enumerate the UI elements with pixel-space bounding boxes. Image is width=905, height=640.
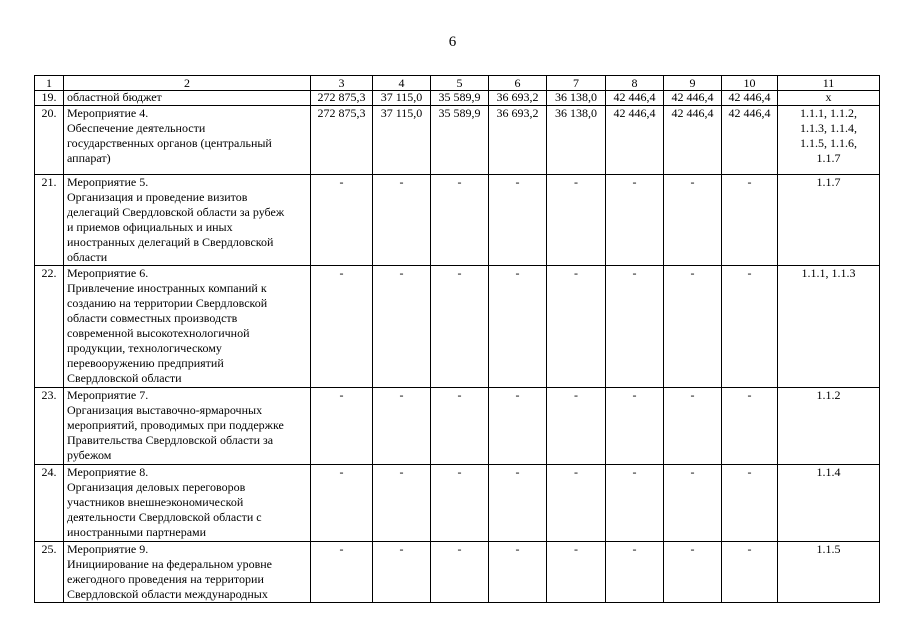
- row-number: 22.: [35, 266, 64, 388]
- column-header-3: 3: [311, 76, 373, 91]
- value-cell-col4: -: [373, 175, 431, 266]
- target-indicators: [778, 106, 880, 175]
- budget-table: [34, 75, 880, 603]
- row-number: 23.: [35, 388, 64, 465]
- target-indicators: [778, 388, 880, 465]
- value-cell-col4: -: [373, 266, 431, 388]
- value-cell-col5: -: [431, 542, 489, 603]
- value-cell-col9: -: [664, 388, 722, 465]
- row-name-line: Мероприятие 6.: [67, 266, 149, 280]
- value-cell-col4: 37 115,0: [373, 106, 431, 175]
- row-number: 21.: [35, 175, 64, 266]
- value-cell-col3: -: [311, 542, 373, 603]
- value-cell-col9: -: [664, 266, 722, 388]
- column-header-4: 4: [373, 76, 431, 91]
- row-name-line: области совместных производств: [67, 311, 238, 325]
- value-cell-col4: -: [373, 465, 431, 542]
- target-line: 1.1.1, 1.1.2,: [800, 106, 857, 120]
- value-cell-col7: -: [547, 175, 606, 266]
- row-number: 25.: [35, 542, 64, 603]
- table-body: [35, 91, 880, 603]
- value-cell-col5: -: [431, 465, 489, 542]
- value-cell-col9: -: [664, 465, 722, 542]
- target-indicators: [778, 175, 880, 266]
- value-cell-col5: -: [431, 175, 489, 266]
- value-cell-col4: -: [373, 388, 431, 465]
- table-row: [35, 106, 880, 175]
- value-cell-col10: -: [722, 388, 778, 465]
- row-name: [64, 388, 311, 465]
- page-number: 6: [448, 34, 457, 50]
- target-line: 1.1.3, 1.1.4,: [800, 121, 857, 135]
- value-cell-col8: -: [606, 175, 664, 266]
- column-header-7: 7: [547, 76, 606, 91]
- value-cell-col3: -: [311, 465, 373, 542]
- row-name-line: области: [67, 250, 108, 264]
- value-cell-col7: -: [547, 542, 606, 603]
- row-name-line: ежегодного проведения на территории: [67, 572, 264, 586]
- row-name: [64, 175, 311, 266]
- value-cell-col7: 36 138,0: [547, 91, 606, 106]
- row-name-line: Мероприятие 4.: [67, 106, 149, 120]
- header-row: [35, 76, 880, 91]
- value-cell-col7: -: [547, 465, 606, 542]
- row-name-line: Мероприятие 8.: [67, 465, 149, 479]
- row-name-line: Мероприятие 7.: [67, 388, 149, 402]
- value-cell-col8: -: [606, 465, 664, 542]
- value-cell-col8: -: [606, 266, 664, 388]
- value-cell-col6: 36 693,2: [489, 91, 547, 106]
- row-name-line: Организация деловых переговоров: [67, 480, 246, 494]
- value-cell-col6: -: [489, 266, 547, 388]
- table-row: [35, 542, 880, 603]
- value-cell-col6: -: [489, 542, 547, 603]
- column-header-5: 5: [431, 76, 489, 91]
- row-name-line: Мероприятие 5.: [67, 175, 149, 189]
- row-name-line: аппарат): [67, 151, 111, 165]
- target-line: 1.1.2: [816, 388, 841, 402]
- value-cell-col5: 35 589,9: [431, 91, 489, 106]
- value-cell-col5: -: [431, 266, 489, 388]
- row-name-line: рубежом: [67, 448, 112, 462]
- value-cell-col3: 272 875,3: [311, 91, 373, 106]
- value-cell-col3: -: [311, 266, 373, 388]
- value-cell-col10: 42 446,4: [722, 106, 778, 175]
- value-cell-col8: 42 446,4: [606, 91, 664, 106]
- row-number: 24.: [35, 465, 64, 542]
- value-cell-col9: -: [664, 175, 722, 266]
- row-name: [64, 542, 311, 603]
- target-line: x: [825, 90, 832, 104]
- value-cell-col9: 42 446,4: [664, 106, 722, 175]
- value-cell-col10: 42 446,4: [722, 91, 778, 106]
- column-header-1: 1: [35, 76, 64, 91]
- column-header-11: 11: [778, 76, 880, 91]
- target-line: 1.1.7: [816, 151, 841, 165]
- target-line: 1.1.5, 1.1.6,: [800, 136, 857, 150]
- row-name: [64, 106, 311, 175]
- column-header-2: 2: [64, 76, 311, 91]
- column-header-6: 6: [489, 76, 547, 91]
- row-name-line: делегаций Свердловской области за рубеж: [67, 205, 285, 219]
- target-line: 1.1.4: [816, 465, 841, 479]
- column-header-10: 10: [722, 76, 778, 91]
- value-cell-col4: -: [373, 542, 431, 603]
- target-indicators: [778, 91, 880, 106]
- row-name-line: Свердловской области: [67, 371, 182, 385]
- value-cell-col4: 37 115,0: [373, 91, 431, 106]
- target-indicators: [778, 465, 880, 542]
- row-name: [64, 465, 311, 542]
- table-row: [35, 266, 880, 388]
- row-name-line: Организация выставочно-ярмарочных: [67, 403, 263, 417]
- row-name-line: Обеспечение деятельности: [67, 121, 206, 135]
- row-name-line: областной бюджет: [67, 90, 162, 104]
- value-cell-col3: 272 875,3: [311, 106, 373, 175]
- row-name-line: Правительства Свердловской области за: [67, 433, 274, 447]
- row-name-line: Организация и проведение визитов: [67, 190, 248, 204]
- value-cell-col9: 42 446,4: [664, 91, 722, 106]
- row-name-line: и приемов официальных и иных: [67, 220, 233, 234]
- table-row: [35, 91, 880, 106]
- value-cell-col10: -: [722, 465, 778, 542]
- target-indicators: [778, 266, 880, 388]
- value-cell-col7: 36 138,0: [547, 106, 606, 175]
- value-cell-col3: -: [311, 175, 373, 266]
- target-line: 1.1.5: [816, 542, 841, 556]
- row-name-line: Привлечение иностранных компаний к: [67, 281, 267, 295]
- row-name-line: Мероприятие 9.: [67, 542, 149, 556]
- row-name: [64, 266, 311, 388]
- value-cell-col8: -: [606, 542, 664, 603]
- value-cell-col10: -: [722, 266, 778, 388]
- table-row: [35, 388, 880, 465]
- row-name-line: иностранных делегаций в Свердловской: [67, 235, 274, 249]
- row-name-line: Инициирование на федеральном уровне: [67, 557, 272, 571]
- table-row: [35, 465, 880, 542]
- target-line: 1.1.7: [816, 175, 841, 189]
- row-name-line: государственных органов (центральный: [67, 136, 272, 150]
- value-cell-col5: 35 589,9: [431, 106, 489, 175]
- value-cell-col3: -: [311, 388, 373, 465]
- value-cell-col8: 42 446,4: [606, 106, 664, 175]
- value-cell-col7: -: [547, 266, 606, 388]
- target-indicators: [778, 542, 880, 603]
- value-cell-col6: 36 693,2: [489, 106, 547, 175]
- value-cell-col6: -: [489, 388, 547, 465]
- row-name-line: иностранными партнерами: [67, 525, 207, 539]
- value-cell-col6: -: [489, 175, 547, 266]
- row-number: 20.: [35, 106, 64, 175]
- row-number: 19.: [35, 91, 64, 106]
- value-cell-col9: -: [664, 542, 722, 603]
- row-name-line: продукции, технологическому: [67, 341, 222, 355]
- row-name: [64, 91, 311, 106]
- value-cell-col10: -: [722, 175, 778, 266]
- row-name-line: перевооружению предприятий: [67, 356, 224, 370]
- column-header-8: 8: [606, 76, 664, 91]
- row-name-line: мероприятий, проводимых при поддержке: [67, 418, 284, 432]
- row-name-line: созданию на территории Свердловской: [67, 296, 268, 310]
- row-name-line: участников внешнеэкономической: [67, 495, 244, 509]
- value-cell-col8: -: [606, 388, 664, 465]
- target-line: 1.1.1, 1.1.3: [801, 266, 856, 280]
- row-name-line: современной высокотехнологичной: [67, 326, 250, 340]
- value-cell-col10: -: [722, 542, 778, 603]
- value-cell-col5: -: [431, 388, 489, 465]
- table-row: [35, 175, 880, 266]
- value-cell-col6: -: [489, 465, 547, 542]
- row-name-line: деятельности Свердловской области с: [67, 510, 262, 524]
- value-cell-col7: -: [547, 388, 606, 465]
- column-header-9: 9: [664, 76, 722, 91]
- row-name-line: Свердловской области международных: [67, 587, 268, 601]
